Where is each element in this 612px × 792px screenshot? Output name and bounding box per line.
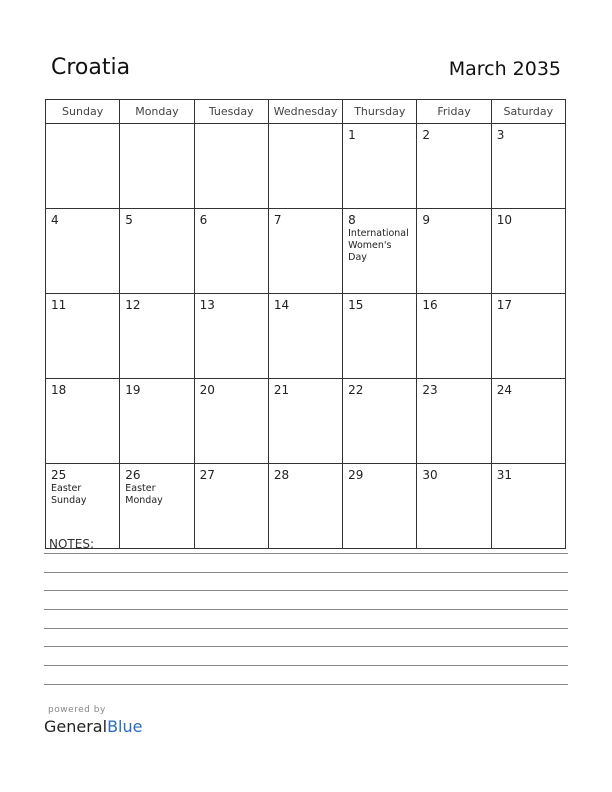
day-number: 28: [273, 468, 290, 482]
day-cell: [343, 464, 417, 549]
note-line: [44, 665, 568, 666]
day-cell: [194, 379, 268, 464]
day-number: 23: [422, 383, 438, 397]
day-cell: [343, 124, 417, 209]
day-number: 11: [51, 298, 67, 312]
day-cell: [268, 209, 342, 294]
holiday-label: Easter Sunday: [51, 483, 87, 506]
weekday-saturday: Saturday: [491, 100, 565, 124]
day-number: 27: [199, 468, 215, 482]
powered-by-text: powered by: [48, 705, 106, 715]
day-cell: [343, 209, 417, 294]
day-number: 20: [199, 383, 215, 397]
day-cell: [120, 294, 194, 379]
day-number: 26: [125, 468, 141, 482]
day-cell: [194, 294, 268, 379]
note-line: [44, 646, 568, 647]
calendar-grid: [45, 99, 566, 549]
day-number: 8: [348, 213, 356, 227]
note-line: [44, 609, 568, 610]
day-cell: [194, 209, 268, 294]
notes-label: NOTES:: [49, 537, 94, 551]
day-number: 19: [125, 383, 141, 397]
note-line: [44, 590, 568, 591]
day-number: 5: [125, 213, 133, 227]
day-cell: [343, 294, 417, 379]
day-number: 7: [273, 213, 282, 227]
day-cell: [120, 379, 194, 464]
day-cell: [343, 379, 417, 464]
day-cell: [268, 124, 342, 209]
note-line: [44, 572, 568, 573]
weekday-tuesday: Tuesday: [194, 100, 268, 124]
day-cell: [417, 464, 491, 549]
day-number: 6: [199, 213, 208, 227]
day-cell: [46, 379, 120, 464]
weekday-monday: Monday: [120, 100, 194, 124]
month-year-title: March 2035: [448, 58, 561, 80]
day-cell: [417, 209, 491, 294]
day-cell: [417, 294, 491, 379]
holiday-label: International Women's Day: [348, 228, 409, 263]
day-cell: [268, 379, 342, 464]
day-number: 1: [348, 128, 356, 142]
day-cell: [268, 294, 342, 379]
brand-general: General: [44, 717, 108, 736]
country-title: Croatia: [51, 55, 131, 80]
generalblue-logo[interactable]: [44, 717, 142, 736]
day-cell: [491, 294, 565, 379]
day-number: 29: [348, 468, 364, 482]
day-cell: [46, 124, 120, 209]
day-cell: [194, 124, 268, 209]
day-cell: [46, 209, 120, 294]
day-number: 25: [51, 468, 67, 482]
day-cell: [194, 464, 268, 549]
day-number: 16: [422, 298, 438, 312]
weekday-friday: Friday: [417, 100, 491, 124]
day-number: 14: [273, 298, 290, 312]
day-number: 9: [422, 213, 431, 227]
weekday-header-row: [46, 100, 566, 124]
week-row: [46, 464, 566, 549]
day-cell: [417, 124, 491, 209]
day-cell: [120, 124, 194, 209]
day-cell: [268, 464, 342, 549]
week-row: [46, 124, 566, 209]
day-number: 2: [422, 128, 431, 142]
note-line: [44, 553, 568, 554]
day-cell: [491, 464, 565, 549]
day-number: 31: [496, 468, 512, 482]
week-row: [46, 294, 566, 379]
day-cell: [491, 209, 565, 294]
day-number: 12: [125, 298, 141, 312]
day-cell: [491, 379, 565, 464]
week-row: [46, 209, 566, 294]
day-cell: [46, 294, 120, 379]
day-cell: [491, 124, 565, 209]
weekday-thursday: Thursday: [343, 100, 417, 124]
day-cell: [417, 379, 491, 464]
weekday-sunday: Sunday: [46, 100, 120, 124]
day-cell: [46, 464, 120, 549]
day-number: 15: [348, 298, 364, 312]
day-cell: [120, 209, 194, 294]
day-number: 24: [496, 383, 512, 397]
weekday-wednesday: Wednesday: [268, 100, 342, 124]
day-number: 30: [422, 468, 438, 482]
day-number: 22: [348, 383, 364, 397]
week-row: [46, 379, 566, 464]
day-number: 18: [51, 383, 67, 397]
day-number: 3: [496, 128, 505, 142]
holiday-label: Easter Monday: [125, 483, 163, 506]
brand-blue: Blue: [107, 717, 143, 736]
day-cell: [120, 464, 194, 549]
day-number: 10: [496, 213, 512, 227]
day-number: 17: [496, 298, 512, 312]
day-number: 21: [273, 383, 290, 397]
day-number: 13: [199, 298, 215, 312]
note-line: [44, 628, 568, 629]
day-number: 4: [51, 213, 59, 227]
note-line: [44, 684, 568, 685]
